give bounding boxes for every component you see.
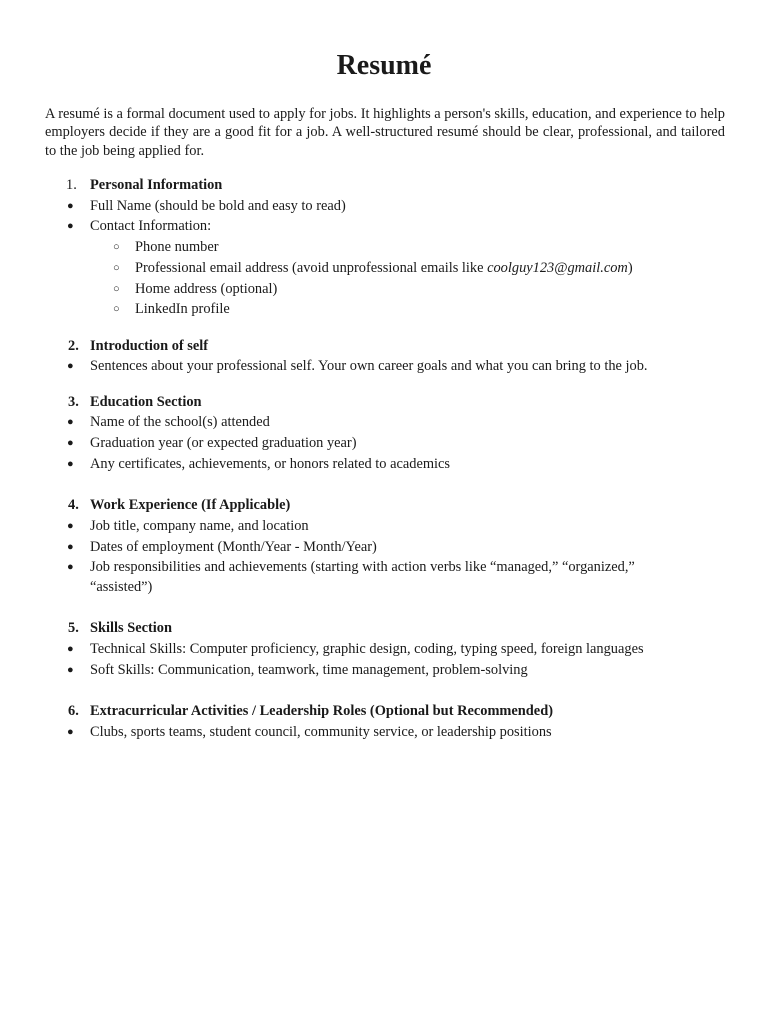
bullet-icon: ● bbox=[67, 360, 74, 372]
section-number: 3. bbox=[68, 394, 79, 410]
section-number: 6. bbox=[68, 703, 79, 719]
section-heading-skills: Skills Section bbox=[90, 620, 172, 636]
section-number: 1. bbox=[66, 177, 77, 193]
section-number: 2. bbox=[68, 338, 79, 354]
list-item: Sentences about your professional self. Your own career goals and what you can bring to the job. bbox=[90, 358, 648, 374]
bullet-icon: ● bbox=[67, 220, 74, 232]
bullet-icon: ● bbox=[67, 541, 74, 553]
list-item: Contact Information: bbox=[90, 218, 212, 234]
sub-list-item bbox=[135, 258, 633, 278]
section-number: 4. bbox=[68, 497, 79, 513]
email-advice-tail: ) bbox=[627, 260, 633, 276]
sub-bullet-icon: ○ bbox=[113, 283, 120, 295]
list-item: Dates of employment (Month/Year - Month/Year) bbox=[90, 539, 377, 555]
bullet-icon: ● bbox=[67, 520, 74, 532]
list-item: Soft Skills: Communication, teamwork, time management, problem-solving bbox=[90, 662, 528, 678]
page-title: Resumé bbox=[336, 50, 432, 81]
bullet-icon: ● bbox=[67, 200, 74, 212]
bullet-icon: ● bbox=[67, 643, 74, 655]
bullet-icon: ● bbox=[67, 561, 74, 573]
list-item: Graduation year (or expected graduation year) bbox=[90, 435, 357, 451]
section-heading-extracurricular: Extracurricular Activities / Leadership Roles (Optional but Recommended) bbox=[90, 703, 553, 719]
intro-paragraph: A resumé is a formal document used to apply for jobs. It highlights a person's skills, education, and experience to help employers decide if they are a good fit for a job. A well-structured resumé should be clear, professional, and tailored to the job being applied for. bbox=[45, 106, 725, 159]
list-item: Job title, company name, and location bbox=[90, 518, 309, 534]
sub-list-item: Home address (optional) bbox=[135, 281, 278, 297]
section-heading-personal-information: Personal Information bbox=[90, 177, 223, 193]
list-item: Full Name (should be bold and easy to read) bbox=[90, 198, 346, 214]
sub-bullet-icon: ○ bbox=[113, 303, 120, 315]
section-number: 5. bbox=[68, 620, 79, 636]
list-item: Name of the school(s) attended bbox=[90, 414, 270, 430]
sub-list-item: LinkedIn profile bbox=[135, 301, 230, 317]
section-heading-education: Education Section bbox=[90, 394, 202, 410]
bullet-icon: ● bbox=[67, 458, 74, 470]
sub-bullet-icon: ○ bbox=[113, 262, 120, 274]
list-item-continuation: “assisted”) bbox=[90, 579, 153, 595]
email-advice-text: Professional email address (avoid unprofessional emails like bbox=[135, 260, 488, 276]
example-email: coolguy123@gmail.com bbox=[487, 260, 628, 276]
list-item: Any certificates, achievements, or honors related to academics bbox=[90, 456, 451, 472]
section-heading-introduction: Introduction of self bbox=[90, 338, 209, 354]
bullet-icon: ● bbox=[67, 726, 74, 738]
bullet-icon: ● bbox=[67, 416, 74, 428]
list-item: Clubs, sports teams, student council, community service, or leadership positions bbox=[90, 724, 552, 740]
bullet-icon: ● bbox=[67, 664, 74, 676]
sub-bullet-icon: ○ bbox=[113, 241, 120, 253]
bullet-icon: ● bbox=[67, 437, 74, 449]
list-item: Technical Skills: Computer proficiency, graphic design, coding, typing speed, foreign languages bbox=[90, 641, 644, 657]
section-heading-work-experience: Work Experience (If Applicable) bbox=[90, 497, 291, 513]
sub-list-item: Phone number bbox=[135, 239, 219, 255]
list-item: Job responsibilities and achievements (starting with action verbs like “managed,” “organized,” bbox=[90, 559, 635, 575]
